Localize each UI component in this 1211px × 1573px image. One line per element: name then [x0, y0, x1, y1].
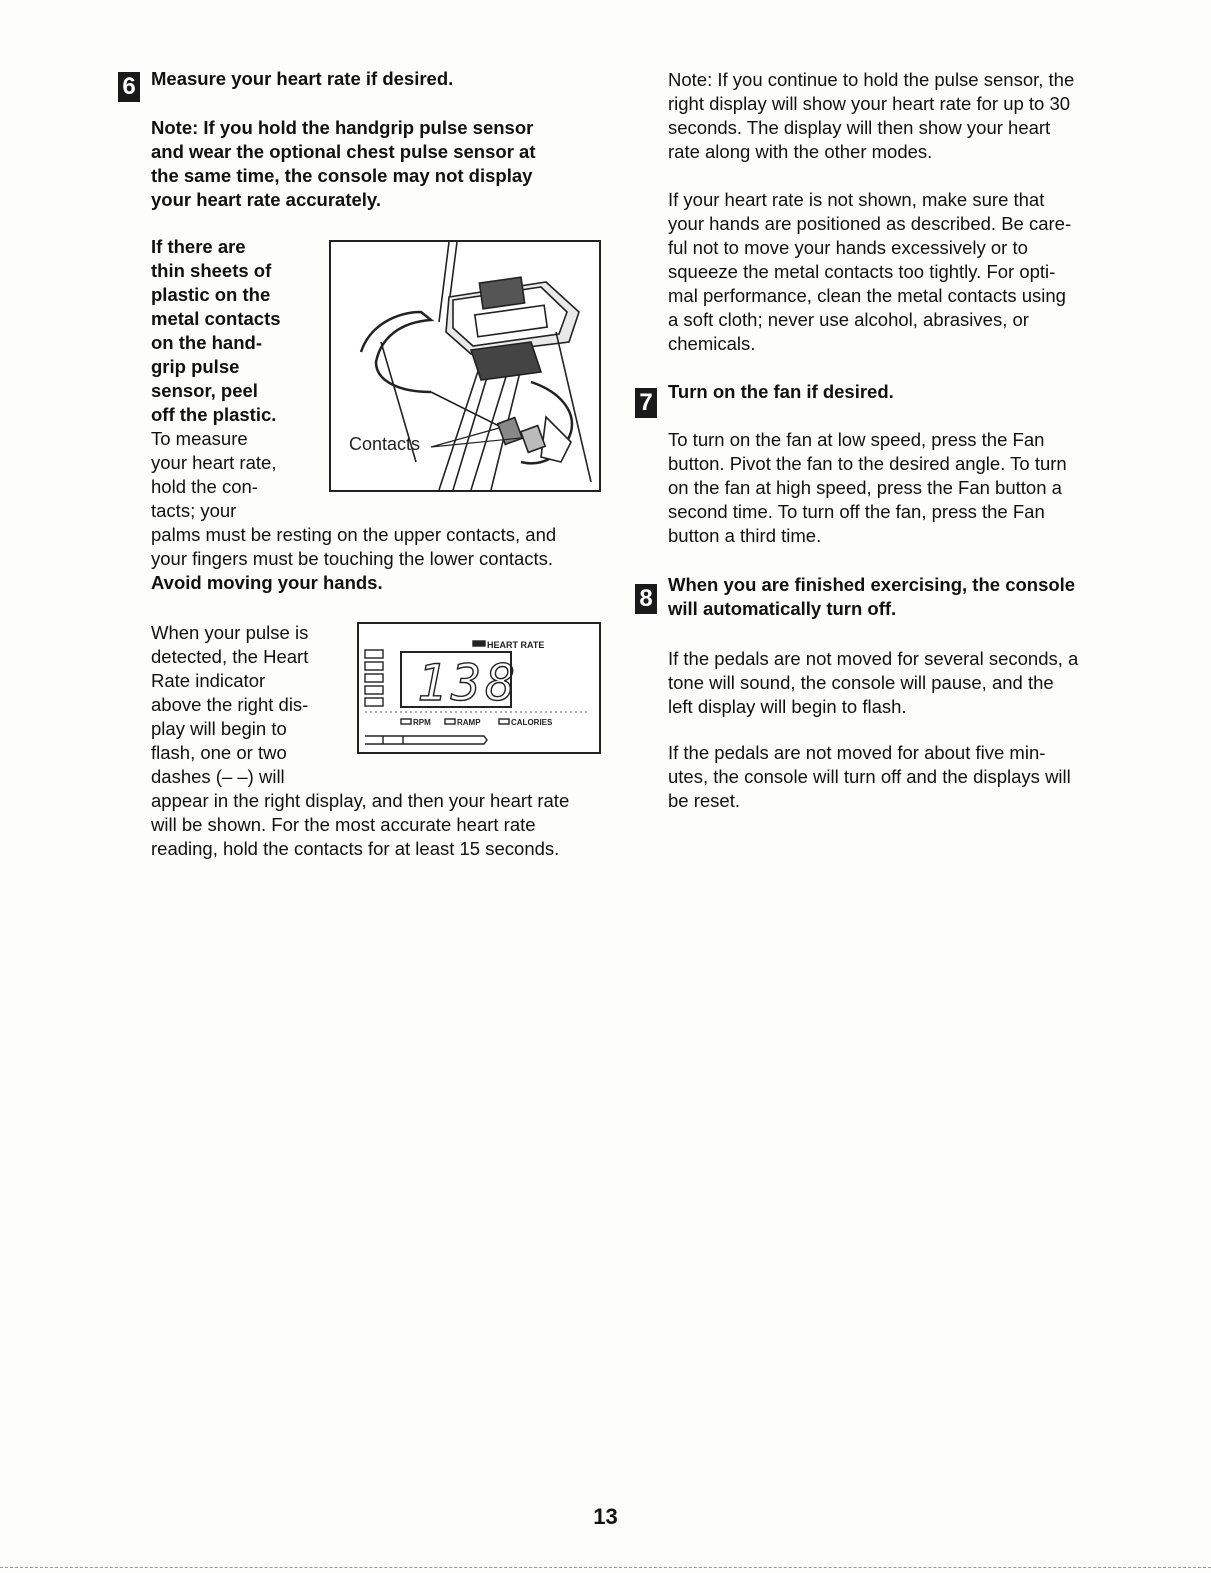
page-number: 13 [593, 1504, 618, 1529]
text-line: squeeze the metal contacts too tightly. For opti- [668, 261, 1056, 282]
rpm-label: RPM [413, 718, 431, 727]
step-8-badge: 8 [635, 584, 657, 614]
console-display-illustration [359, 624, 599, 752]
text-line: sensor, peel [151, 380, 258, 401]
text-line: will be shown. For the most accurate heart rate [151, 814, 536, 835]
text-line: left display will begin to flash. [668, 696, 907, 717]
text-line: flash, one or two [151, 742, 287, 763]
pedals-pause-note [668, 647, 1078, 719]
text-line: second time. To turn off the fan, press the Fan [668, 501, 1045, 522]
text-line: seconds. The display will then show your heart [668, 117, 1051, 138]
text-line: your fingers must be touching the lower contacts. [151, 548, 554, 569]
text-line: If the pedals are not moved for several seconds, a [668, 648, 1079, 669]
text-line: above the right dis- [151, 694, 309, 715]
text-line: button a third time. [668, 525, 822, 546]
plastic-warning [151, 235, 281, 427]
text-line: off the plastic. [151, 404, 277, 425]
text-line: When you are finished exercising, the console [668, 574, 1076, 595]
text-line: chemicals. [668, 333, 756, 354]
step-8-title [668, 573, 1075, 621]
text-line: on the hand- [151, 332, 262, 353]
handgrip-contacts-figure [329, 240, 601, 492]
text-line: reading, hold the contacts for at least 15 seconds. [151, 838, 560, 859]
text-line: Note: If you continue to hold the pulse sensor, the [668, 69, 1075, 90]
pedals-reset-note [668, 741, 1071, 813]
step-6-note [151, 116, 535, 212]
pulse-detected-narrow [151, 621, 308, 789]
text-line: thin sheets of [151, 260, 272, 281]
text-line: a soft cloth; never use alcohol, abrasives, or [668, 309, 1029, 330]
text-line: and wear the optional chest pulse sensor at [151, 141, 536, 162]
text-line: tacts; your [151, 500, 237, 521]
elliptical-console-illustration [331, 242, 599, 490]
text-line: palms must be resting on the upper contacts, and [151, 524, 557, 545]
text-line: grip pulse [151, 356, 240, 377]
text-line: To turn on the fan at low speed, press the Fan [668, 429, 1045, 450]
text-line: mal performance, clean the metal contacts using [668, 285, 1066, 306]
avoid-moving-hands: Avoid moving your hands. [151, 572, 383, 593]
ramp-label: RAMP [457, 718, 481, 727]
measure-instructions-narrow [151, 427, 276, 523]
pulse-detected-wide [151, 789, 569, 861]
text-line: rate along with the other modes. [668, 141, 933, 162]
text-line: your heart rate accurately. [151, 189, 381, 210]
heart-rate-indicator [473, 641, 485, 646]
text-line: Rate indicator [151, 670, 266, 691]
heart-rate-label: HEART RATE [487, 640, 545, 650]
text-line: If your heart rate is not shown, make sure that [668, 189, 1045, 210]
text-line: dashes (– –) will [151, 766, 285, 787]
contacts-label: Contacts [349, 434, 421, 454]
measure-instructions-wide [151, 523, 556, 571]
text-line: metal contacts [151, 308, 281, 329]
text-line: detected, the Heart [151, 646, 309, 667]
text-line: the same time, the console may not display [151, 165, 533, 186]
heart-rate-not-shown [668, 188, 1071, 356]
text-line: Note: If you hold the handgrip pulse sensor [151, 117, 534, 138]
text-line: right display will show your heart rate for up to 30 [668, 93, 1071, 114]
text-line: If there are [151, 236, 246, 257]
step-6-title: Measure your heart rate if desired. [151, 68, 454, 89]
text-line: be reset. [668, 790, 740, 811]
step-7-body [668, 428, 1067, 548]
text-line: To measure [151, 428, 248, 449]
text-line: button. Pivot the fan to the desired angle. To turn [668, 453, 1067, 474]
text-line: When your pulse is [151, 622, 309, 643]
text-line: utes, the console will turn off and the displays will [668, 766, 1071, 787]
step-7-title: Turn on the fan if desired. [668, 381, 894, 402]
continue-holding-note [668, 68, 1074, 164]
heart-rate-readout: 138 [417, 654, 520, 712]
text-line: on the fan at high speed, press the Fan button a [668, 477, 1062, 498]
step-7-badge: 7 [635, 388, 657, 418]
text-line: ful not to move your hands excessively or to [668, 237, 1028, 258]
text-line: If the pedals are not moved for about five min- [668, 742, 1046, 763]
page-bottom-rule [0, 1567, 1211, 1568]
step-6-badge: 6 [118, 72, 140, 102]
text-line: play will begin to [151, 718, 287, 739]
text-line: tone will sound, the console will pause, and the [668, 672, 1054, 693]
text-line: your hands are positioned as described. Be care- [668, 213, 1072, 234]
text-line: appear in the right display, and then your heart rate [151, 790, 570, 811]
calories-label: CALORIES [511, 718, 553, 727]
text-line: plastic on the [151, 284, 271, 305]
text-line: will automatically turn off. [668, 598, 897, 619]
heart-rate-display-figure [357, 622, 601, 754]
text-line: your heart rate, [151, 452, 277, 473]
text-line: hold the con- [151, 476, 258, 497]
